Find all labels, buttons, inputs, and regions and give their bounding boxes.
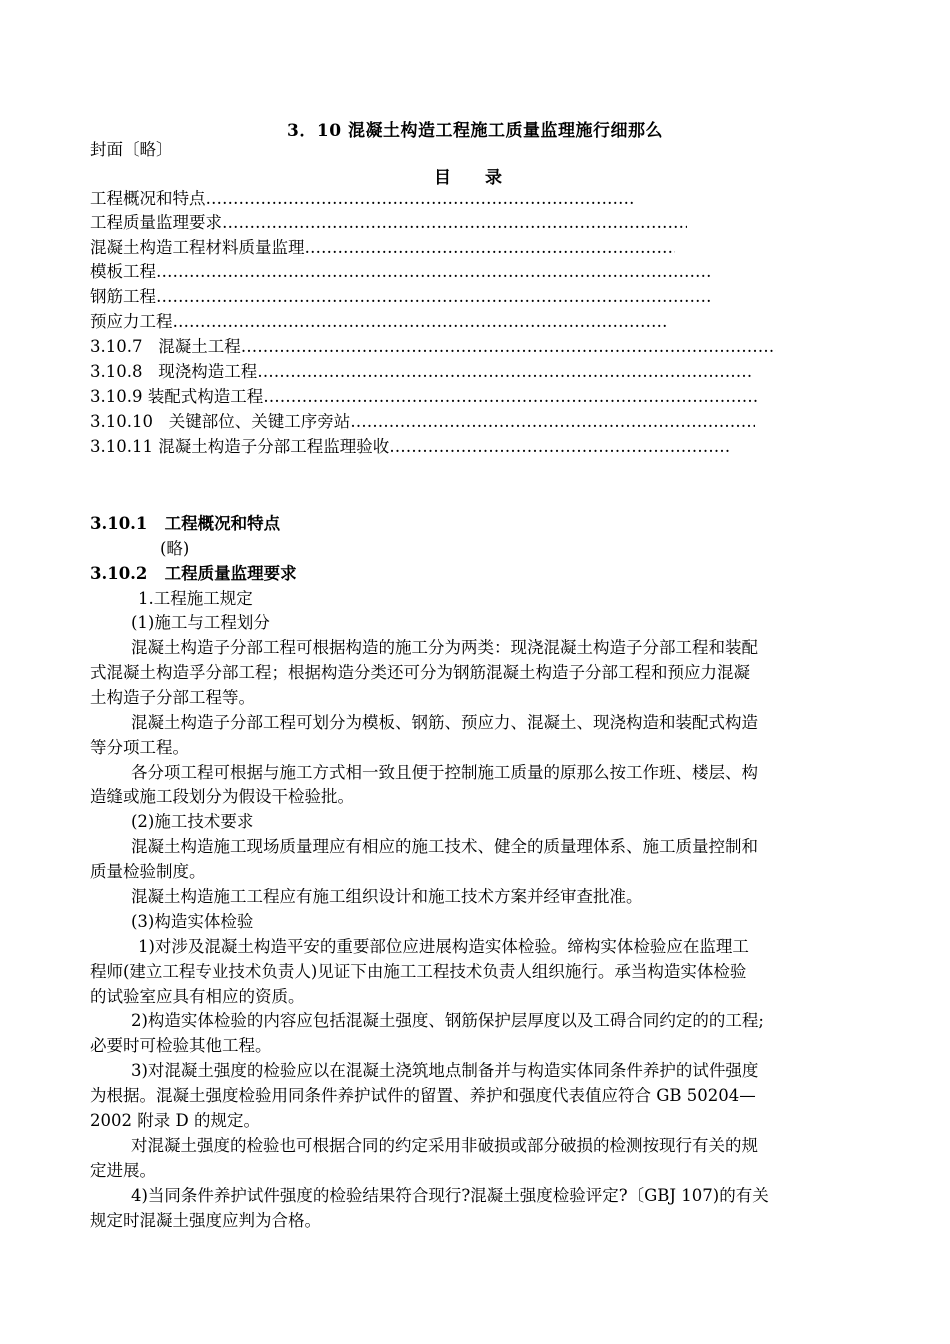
toc-leader-dots xyxy=(389,436,729,458)
toc-leader-dots xyxy=(257,361,752,383)
paragraph-line: 对混凝土强度的检验也可根据合同的约定采用非破损或部分破损的检测按现行有关的规 xyxy=(131,1136,758,1155)
paragraph-line: 混凝土构造施工现场质量理应有相应的施工技术、健全的质量理体系、施工质量控制和 xyxy=(131,837,758,856)
paragraph-line: 4)当同条件养护试件强度的检验结果符合现行?混凝土强度检验评定?〔GBJ 107)的有关 xyxy=(131,1186,769,1205)
section-heading: 3.10.1 工程概况和特点 xyxy=(90,514,281,533)
paragraph-line: 定进展。 xyxy=(90,1161,156,1180)
paragraph-line: 1)对涉及混凝土构造平安的重要部位应进展构造实体检验。缔构实体检验应在监理工 xyxy=(138,937,749,956)
toc-leader-dots xyxy=(222,212,687,234)
toc-entry xyxy=(90,212,870,234)
paragraph-line: 程师(建立工程专业技术负责人)见证下由施工工程技术负责人组织施行。承当构造实体检验 xyxy=(90,962,747,981)
toc-leader-dots xyxy=(173,311,668,333)
toc-entry xyxy=(90,188,870,210)
toc-entry xyxy=(90,286,870,308)
toc-leader-dots xyxy=(156,286,711,308)
toc-leader-dots xyxy=(156,261,711,283)
toc-leader-dots xyxy=(350,411,755,433)
paragraph-line: 各分项工程可根据与施工方式相一致且便于控制施工质量的原那么按工作班、楼层、构 xyxy=(131,763,758,782)
toc-entry-label: 钢筋工程 xyxy=(90,287,156,306)
paragraph-line: 的试验室应具有相应的资质。 xyxy=(90,987,305,1006)
paragraph-line: (3)构造实体检验 xyxy=(131,912,254,931)
paragraph-line: 混凝土构造子分部工程可划分为模板、钢筋、预应力、混凝土、现浇构造和装配式构造 xyxy=(131,713,758,732)
toc-entry-label: 预应力工程 xyxy=(90,312,173,331)
paragraph-line: 1.工程施工规定 xyxy=(138,589,253,608)
toc-entry xyxy=(90,311,870,333)
paragraph-line: 质量检验制度。 xyxy=(90,862,206,881)
toc-entry xyxy=(90,261,870,283)
cover-note: 封面〔略〕 xyxy=(90,140,173,159)
section-heading: 3.10.2 工程质量监理要求 xyxy=(90,564,297,583)
toc-entry-label: 3.10.8 现浇构造工程 xyxy=(90,362,258,381)
paragraph-line: 3)对混凝土强度的检验应以在混凝土浇筑地点制备并与构造实体同条件养护的试件强度 xyxy=(131,1061,759,1080)
paragraph-line: 造缝或施工段划分为假设干检验批。 xyxy=(90,787,354,806)
document-title: 3．10 混凝土构造工程施工质量监理施行细那么 xyxy=(287,121,663,141)
toc-entry xyxy=(90,411,870,433)
paragraph-line: 混凝土构造施工工程应有施工组织设计和施工技术方案并经审查批准。 xyxy=(131,887,643,906)
toc-leader-dots xyxy=(305,237,675,259)
toc-heading: 目 录 xyxy=(434,168,516,188)
paragraph-line: 2)构造实体检验的内容应包括混凝土强度、钢筋保护层厚度以及工碍合同约定的的工程; xyxy=(131,1011,764,1030)
paragraph-line: 等分项工程。 xyxy=(90,738,189,757)
toc-leader-dots xyxy=(241,336,776,358)
toc-entry-label: 3.10.9 装配式构造工程 xyxy=(90,387,264,406)
toc-leader-dots xyxy=(206,188,636,210)
paragraph-line: 2002 附录 D 的规定。 xyxy=(90,1111,260,1130)
toc-entry xyxy=(90,436,870,458)
toc-entry-label: 3.10.10 关键部位、关键工序旁站 xyxy=(90,412,351,431)
toc-entry-label: 3.10.7 混凝土工程 xyxy=(90,337,241,356)
paragraph-line: (1)施工与工程划分 xyxy=(131,613,270,632)
toc-entry-label: 工程质量监理要求 xyxy=(90,213,222,232)
toc-entry-label: 工程概况和特点 xyxy=(90,189,206,208)
toc-entry xyxy=(90,237,870,259)
toc-entry-label: 混凝土构造工程材料质量监理 xyxy=(90,238,305,257)
section-body: (略) xyxy=(160,539,190,558)
paragraph-line: 为根据。混凝土强度检验用同条件养护试件的留置、养护和强度代表值应符合 GB 50204— xyxy=(90,1086,756,1105)
paragraph-line: 规定时混凝土强度应判为合格。 xyxy=(90,1211,321,1230)
toc-entry xyxy=(90,386,870,408)
paragraph-line: 土构造子分部工程等。 xyxy=(90,688,255,707)
paragraph-line: 混凝土构造子分部工程可根据构造的施工分为两类：现浇混凝土构造子分部工程和装配 xyxy=(131,638,758,657)
toc-entry-label: 模板工程 xyxy=(90,262,156,281)
toc-leader-dots xyxy=(263,386,758,408)
paragraph-line: 式混凝土构造孚分部工程；根据构造分类还可分为钢筋混凝土构造子分部工程和预应力混凝 xyxy=(90,663,750,682)
toc-entry xyxy=(90,336,870,358)
toc-entry xyxy=(90,361,870,383)
toc-entry-label: 3.10.11 混凝土构造子分部工程监理验收 xyxy=(90,437,390,456)
paragraph-line: (2)施工技术要求 xyxy=(131,812,254,831)
paragraph-line: 必要时可检验其他工程。 xyxy=(90,1036,272,1055)
